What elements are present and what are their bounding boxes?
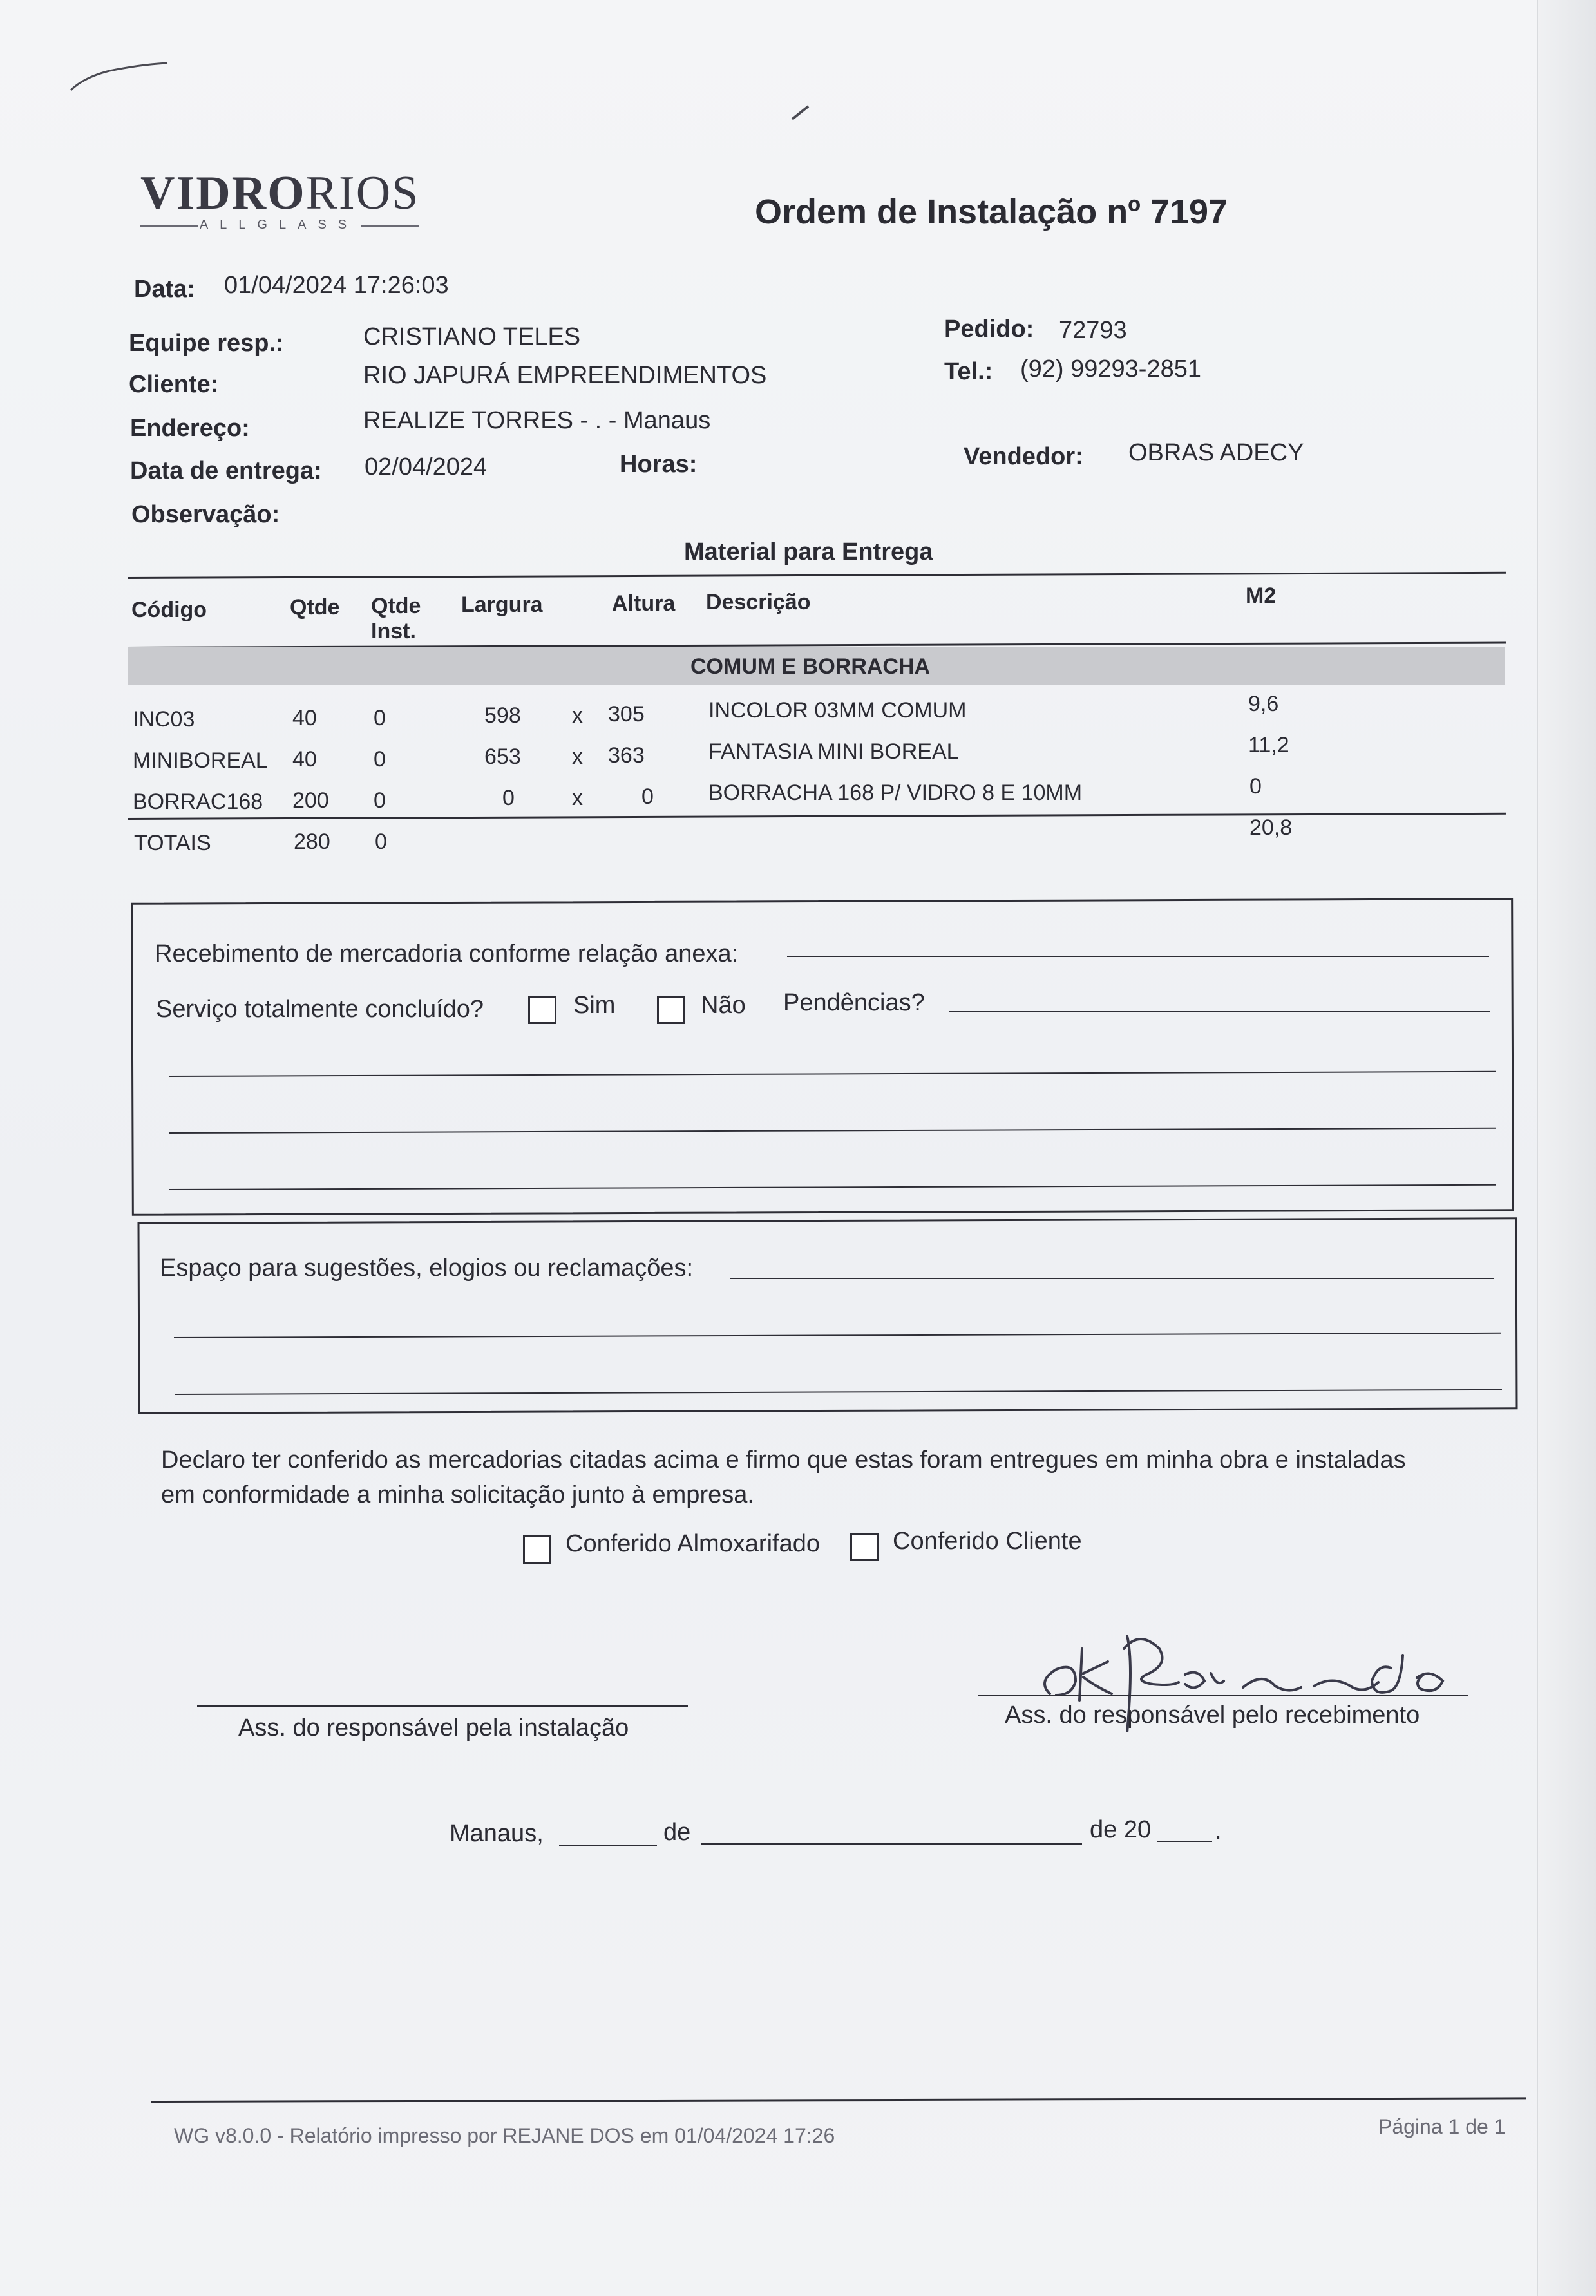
tel-label: Tel.: (944, 358, 993, 385)
date-year-line[interactable] (1157, 1841, 1212, 1842)
row-qtde: 200 (292, 788, 329, 813)
vendedor-value: OBRAS ADECY (1128, 439, 1304, 466)
row-m2: 11,2 (1248, 733, 1289, 757)
observacao-label: Observação: (131, 501, 280, 528)
sim-checkbox[interactable] (528, 996, 556, 1024)
date-month-line[interactable] (701, 1843, 1082, 1845)
row-x: x (572, 703, 583, 728)
footer-page-number: Página 1 de 1 (1378, 2115, 1506, 2138)
col-qtde-inst (371, 594, 421, 644)
scan-debris-mark (64, 52, 180, 103)
row-qtde: 40 (292, 747, 317, 772)
footer-rule (151, 2097, 1526, 2103)
endereco-label: Endereço: (130, 415, 250, 442)
scan-debris-mark (789, 100, 815, 126)
conferido-cliente-checkbox[interactable] (850, 1533, 879, 1561)
date-end: . (1215, 1817, 1222, 1845)
horas-label: Horas: (620, 451, 698, 478)
col-descricao: Descrição (706, 590, 811, 614)
col-qtde: Qtde (290, 595, 340, 620)
sugestoes-line[interactable] (730, 1278, 1494, 1279)
row-qtde-inst: 0 (374, 706, 386, 730)
page-title: Ordem de Instalação nº 7197 (755, 193, 1228, 231)
entrega-label: Data de entrega: (130, 457, 322, 484)
equipe-label: Equipe resp.: (129, 330, 284, 357)
totals-rule (128, 813, 1506, 820)
nao-label: Não (701, 992, 746, 1019)
date-city: Manaus, (450, 1820, 544, 1847)
equipe-value: CRISTIANO TELES (363, 323, 581, 350)
totals-qtde: 280 (294, 830, 330, 854)
row-codigo: BORRAC168 (133, 790, 263, 814)
pendencias-line[interactable] (949, 1011, 1490, 1012)
col-m2: M2 (1246, 583, 1277, 608)
col-largura: Largura (461, 593, 543, 617)
row-x: x (572, 786, 583, 810)
declaration-line2: em conformidade a minha solicitação junto à empresa. (161, 1481, 754, 1508)
sugestoes-label: Espaço para sugestões, elogios ou reclamações: (160, 1255, 694, 1282)
signature-line-recebimento[interactable] (978, 1695, 1468, 1696)
row-m2: 0 (1249, 774, 1262, 799)
row-descricao: BORRACHA 168 P/ VIDRO 8 E 10MM (708, 781, 1083, 805)
signature-label-recebimento: Ass. do responsável pelo recebimento (1005, 1702, 1420, 1729)
col-qtde-inst-line2: Inst. (371, 619, 416, 643)
row-codigo: INC03 (133, 707, 195, 732)
row-altura: 305 (608, 702, 645, 726)
totals-label: TOTAIS (134, 831, 211, 855)
logo-brand-bold: VIDRO (140, 167, 306, 220)
col-codigo: Código (131, 598, 207, 622)
totals-qtde-inst: 0 (375, 830, 387, 854)
signature-label-instalacao: Ass. do responsável pela instalação (238, 1714, 629, 1741)
row-descricao: INCOLOR 03MM COMUM (708, 698, 967, 723)
date-day-line[interactable] (559, 1845, 657, 1846)
logo-tagline: ALLGLASS (199, 218, 359, 232)
endereco-value: REALIZE TORRES - . - Manaus (363, 407, 711, 434)
row-qtde-inst: 0 (374, 788, 386, 813)
row-qtde-inst: 0 (374, 747, 386, 772)
date-de1: de (663, 1819, 691, 1846)
recebimento-label: Recebimento de mercadoria conforme relação anexa: (155, 940, 739, 967)
declaration-line1: Declaro ter conferido as mercadorias citadas acima e firmo que estas foram entregues em minha obra e instaladas (161, 1447, 1406, 1474)
entrega-value: 02/04/2024 (365, 453, 488, 480)
servico-label: Serviço totalmente concluído? (156, 996, 484, 1023)
conferido-cliente-label: Conferido Cliente (893, 1528, 1082, 1555)
date-de2: de 20 (1090, 1816, 1152, 1843)
row-m2: 9,6 (1248, 692, 1279, 716)
suggestions-box (137, 1217, 1517, 1414)
row-altura: 363 (608, 743, 645, 768)
tel-value: (92) 99293-2851 (1020, 356, 1201, 383)
data-label: Data: (134, 276, 196, 303)
row-descricao: FANTASIA MINI BOREAL (708, 739, 959, 764)
col-altura: Altura (612, 591, 676, 616)
row-qtde: 40 (292, 706, 317, 730)
signature-line-instalacao[interactable] (197, 1705, 688, 1707)
vendedor-label: Vendedor: (964, 443, 1083, 470)
totals-m2: 20,8 (1249, 815, 1293, 840)
data-value: 01/04/2024 17:26:03 (224, 272, 449, 299)
conferido-almox-label: Conferido Almoxarifado (565, 1530, 820, 1557)
paper-edge (1537, 0, 1596, 2296)
nao-checkbox[interactable] (657, 996, 685, 1024)
material-section-title: Material para Entrega (684, 538, 933, 565)
table-top-rule (128, 572, 1506, 579)
company-logo (140, 166, 419, 221)
logo-brand-thin: RIOS (305, 167, 420, 220)
row-largura: 598 (484, 703, 521, 728)
row-largura: 0 (502, 786, 515, 810)
group-label: COMUM E BORRACHA (690, 654, 931, 679)
row-x: x (572, 745, 583, 769)
recebimento-line[interactable] (787, 956, 1489, 957)
row-codigo: MINIBOREAL (133, 748, 268, 773)
footer-printed-by: WG v8.0.0 - Relatório impresso por REJANE DOS em 01/04/2024 17:26 (174, 2124, 835, 2147)
pedido-label: Pedido: (944, 316, 1034, 343)
pendencias-label: Pendências? (783, 989, 925, 1016)
pedido-value: 72793 (1059, 317, 1127, 344)
row-altura: 0 (641, 784, 654, 809)
sim-label: Sim (573, 992, 616, 1019)
row-largura: 653 (484, 745, 521, 769)
col-qtde-inst-line1: Qtde (371, 594, 421, 618)
cliente-label: Cliente: (129, 371, 219, 398)
cliente-value: RIO JAPURÁ EMPREENDIMENTOS (363, 362, 767, 389)
conferido-almox-checkbox[interactable] (523, 1535, 551, 1564)
